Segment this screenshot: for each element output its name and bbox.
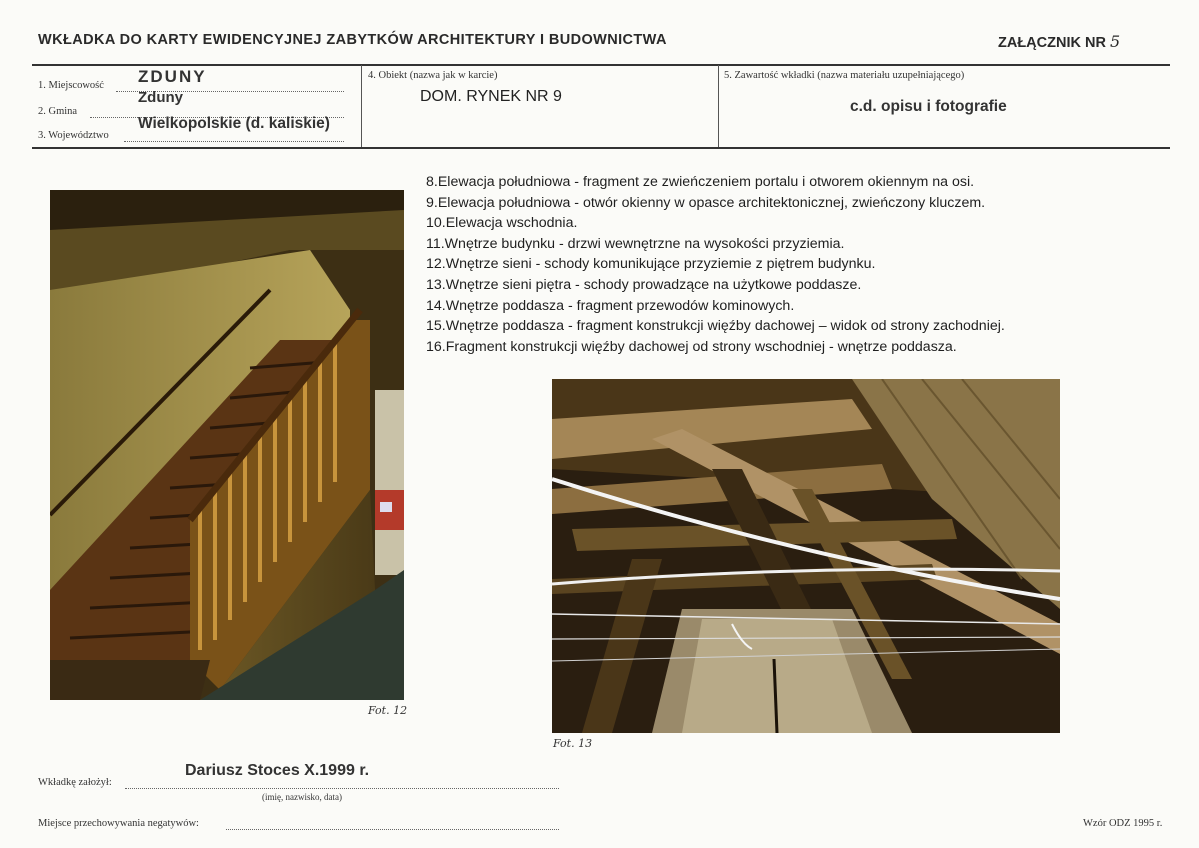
roof-truss-photo-art (552, 379, 1060, 733)
zawartosc-value: c.d. opisu i fotografie (850, 98, 1007, 115)
negatives-label: Miejsce przechowywania negatywów: (38, 818, 199, 829)
column-divider-2 (718, 65, 719, 147)
wojewodztwo-dots (124, 141, 344, 142)
author-label: Wkładkę założył: (38, 777, 112, 788)
photo-description-list (426, 172, 1005, 357)
photo-caption-left: Fot. 12 (368, 704, 408, 717)
wojewodztwo-value: Wielkopolskie (d. kaliskie) (138, 115, 330, 132)
obiekt-value: DOM. RYNEK NR 9 (420, 88, 562, 105)
description-item: 9.Elewacja południowa - otwór okienny w opasce architektonicznej, zwieńczony kluczem. (426, 194, 986, 211)
description-item: 13.Wnętrze sieni piętra - schody prowadzące na użytkowe poddasze. (426, 276, 862, 293)
form-title: WKŁADKA DO KARTY EWIDENCYJNEJ ZABYTKÓW ARCHITEKTURY I BUDOWNICTWA (38, 32, 667, 48)
gmina-label: 2. Gmina (38, 106, 78, 117)
description-item: 16.Fragment konstrukcji więźby dachowej od strony wschodniej - wnętrze poddasza. (426, 338, 957, 355)
annex-label-text: ZAŁĄCZNIK NR (998, 35, 1106, 51)
author-value: Dariusz Stoces X.1999 r. (185, 762, 370, 779)
author-dots (125, 788, 559, 789)
description-item: 14.Wnętrze poddasza - fragment przewodów kominowych. (426, 297, 795, 314)
description-item: 8.Elewacja południowa - fragment ze zwieńczeniem portalu i otworem okiennym na osi. (426, 174, 975, 190)
miejscowosc-label: 1. Miejscowość (38, 80, 104, 91)
description-item: 12.Wnętrze sieni - schody komunikujące przyziemie z piętrem budynku. (426, 256, 876, 273)
staircase-photo-art (50, 190, 404, 700)
zawartosc-label: 5. Zawartość wkładki (nazwa materiału uzupełniającego) (724, 70, 965, 81)
description-item: 11.Wnętrze budynku - drzwi wewnętrzne na wysokości przyziemia. (426, 235, 845, 252)
column-divider-1 (361, 65, 362, 147)
form-id: Wzór ODZ 1995 r. (1083, 818, 1163, 829)
top-rule (32, 64, 1170, 66)
obiekt-label: 4. Obiekt (nazwa jak w karcie) (368, 70, 498, 81)
annex-number: 5 (1109, 32, 1121, 51)
header-bottom-rule (32, 147, 1170, 149)
photo-caption-right: Fot. 13 (553, 737, 593, 750)
roof-truss-photo (552, 379, 1060, 733)
description-item: 10.Elewacja wschodnia. (426, 215, 578, 232)
wojewodztwo-label: 3. Województwo (38, 130, 109, 141)
negatives-dots (226, 829, 559, 830)
annex-label (998, 32, 1120, 51)
description-item: 15.Wnętrze poddasza - fragment konstrukcji więźby dachowej – widok od strony zachodniej. (426, 318, 1005, 335)
miejscowosc-value: ZDUNY (138, 67, 207, 86)
gmina-value: Zduny (138, 89, 183, 106)
staircase-photo (50, 190, 404, 700)
author-hint: (imię, nazwisko, data) (262, 792, 342, 802)
